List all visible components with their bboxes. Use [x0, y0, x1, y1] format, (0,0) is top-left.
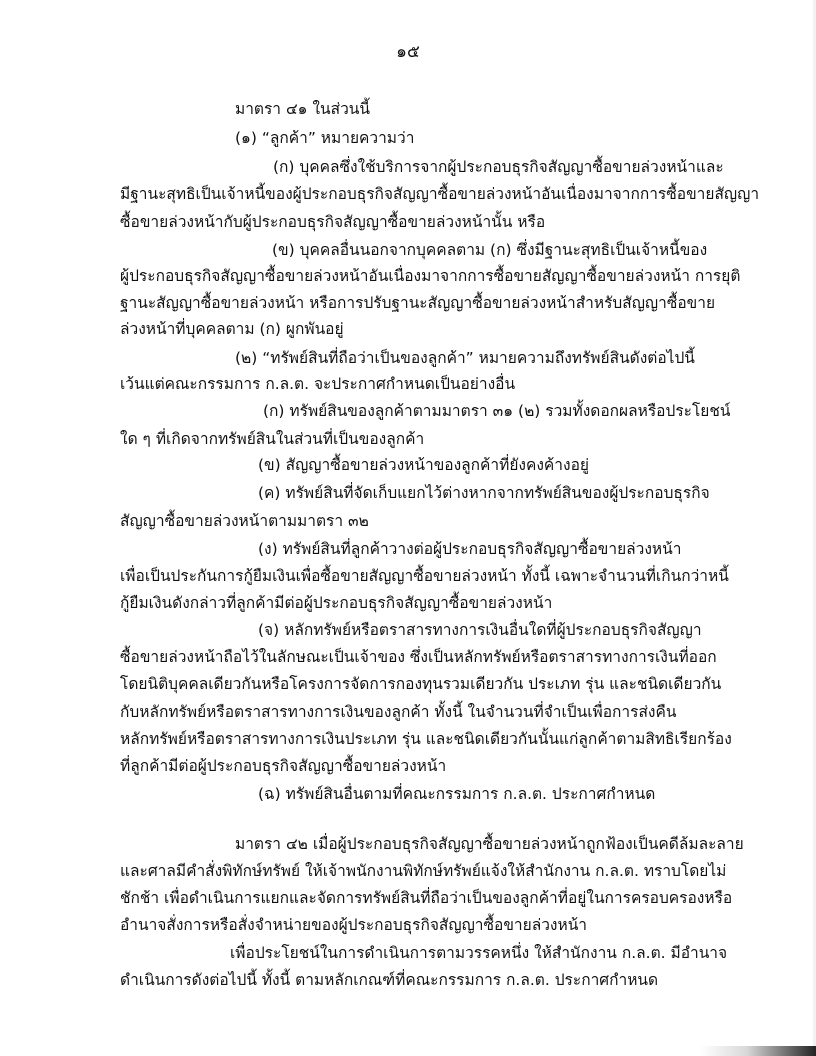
scan-corner-shadow — [700, 1046, 816, 1056]
text-line: และศาลมีคำสั่งพิทักษ์ทรัพย์ ให้เจ้าพนักงานพิทักษ์ทรัพย์แจ้งให้สำนักงาน ก.ล.ต. ทราบโดยไม่ — [120, 862, 727, 880]
text-line: (ง) ทรัพย์สินที่ลูกค้าวางต่อผู้ประกอบธุรกิจสัญญาซื้อขายล่วงหน้า — [258, 540, 682, 558]
text-line: (๒) “ทรัพย์สินที่ถือว่าเป็นของลูกค้า” หมายความถึงทรัพย์สินดังต่อไปนี้ — [235, 349, 695, 367]
text-line: ใด ๆ ที่เกิดจากทรัพย์สินในส่วนที่เป็นของลูกค้า — [120, 430, 425, 448]
text-line: มาตรา ๔๒ เมื่อผู้ประกอบธุรกิจสัญญาซื้อขายล่วงหน้าถูกฟ้องเป็นคดีล้มละลาย — [235, 835, 744, 853]
text-line: (๑) “ลูกค้า” หมายความว่า — [235, 129, 415, 147]
text-line: (ฉ) ทรัพย์สินอื่นตามที่คณะกรรมการ ก.ล.ต. ประกาศกำหนด — [258, 785, 656, 803]
text-line: ฐานะสัญญาซื้อขายล่วงหน้า หรือการปรับฐานะสัญญาซื้อขายล่วงหน้าสำหรับสัญญาซื้อขาย — [120, 294, 716, 312]
text-line: (ข) บุคคลอื่นนอกจากบุคคลตาม (ก) ซึ่งมีฐานะสุทธิเป็นเจ้าหนี้ของ — [272, 241, 708, 259]
text-line: ล่วงหน้าที่บุคคลตาม (ก) ผูกพันอยู่ — [120, 320, 344, 338]
text-line: โดยนิติบุคคลเดียวกันหรือโครงการจัดการกองทุนรวมเดียวกัน ประเภท รุ่น และชนิดเดียวกัน — [120, 675, 722, 693]
text-line: ผู้ประกอบธุรกิจสัญญาซื้อขายล่วงหน้าอันเนื่องมาจากการซื้อขายสัญญาซื้อขายล่วงหน้า การยุติ — [120, 267, 741, 285]
text-line: ชักช้า เพื่อดำเนินการแยกและจัดการทรัพย์สินที่ถือว่าเป็นของลูกค้าที่อยู่ในการครอบครองหรือ — [120, 889, 733, 907]
text-line: เว้นแต่คณะกรรมการ ก.ล.ต. จะประกาศกำหนดเป็นอย่างอื่น — [120, 375, 516, 393]
text-line: หลักทรัพย์หรือตราสารทางการเงินประเภท รุ่น และชนิดเดียวกันนั้นแก่ลูกค้าตามสิทธิเรียกร้อง — [120, 730, 732, 748]
page-number: ๑๕ — [396, 42, 420, 62]
text-line: กู้ยืมเงินดังกล่าวที่ลูกค้ามีต่อผู้ประกอบธุรกิจสัญญาซื้อขายล่วงหน้า — [120, 594, 553, 612]
text-line: มีฐานะสุทธิเป็นเจ้าหนี้ของผู้ประกอบธุรกิจสัญญาซื้อขายล่วงหน้าอันเนื่องมาจากการซื้อขายสัญญา — [120, 185, 760, 203]
text-line: (ข) สัญญาซื้อขายล่วงหน้าของลูกค้าที่ยังคงค้างอยู่ — [258, 456, 589, 474]
text-line: ที่ลูกค้ามีต่อผู้ประกอบธุรกิจสัญญาซื้อขายล่วงหน้า — [120, 757, 447, 775]
text-line: กับหลักทรัพย์หรือตราสารทางการเงินของลูกค้า ทั้งนี้ ในจำนวนที่จำเป็นเพื่อการส่งคืน — [120, 703, 677, 721]
text-line: (จ) หลักทรัพย์หรือตราสารทางการเงินอื่นใดที่ผู้ประกอบธุรกิจสัญญา — [258, 621, 702, 639]
text-line: เพื่อประโยชน์ในการดำเนินการตามวรรคหนึ่ง ให้สำนักงาน ก.ล.ต. มีอำนาจ — [230, 944, 728, 962]
text-line: (ก) บุคคลซึ่งใช้บริการจากผู้ประกอบธุรกิจสัญญาซื้อขายล่วงหน้าและ — [273, 158, 724, 176]
text-line: ซื้อขายล่วงหน้ากับผู้ประกอบธุรกิจสัญญาซื้อขายล่วงหน้านั้น หรือ — [120, 213, 546, 231]
text-line: ดำเนินการดังต่อไปนี้ ทั้งนี้ ตามหลักเกณฑ์ที่คณะกรรมการ ก.ล.ต. ประกาศกำหนด — [120, 971, 659, 989]
text-line: (ก) ทรัพย์สินของลูกค้าตามมาตรา ๓๑ (๒) รวมทั้งดอกผลหรือประโยชน์ — [263, 402, 731, 420]
text-line: มาตรา ๔๑ ในส่วนนี้ — [235, 100, 370, 118]
text-line: อำนาจสั่งการหรือสั่งจำหน่ายของผู้ประกอบธุรกิจสัญญาซื้อขายล่วงหน้า — [120, 916, 588, 934]
text-line: ซื้อขายล่วงหน้าถือไว้ในลักษณะเป็นเจ้าของ ซึ่งเป็นหลักทรัพย์หรือตราสารทางการเงินที่ออก — [120, 648, 717, 666]
text-line: (ค) ทรัพย์สินที่จัดเก็บแยกไว้ต่างหากจากทรัพย์สินของผู้ประกอบธุรกิจ — [258, 484, 710, 502]
text-line: สัญญาซื้อขายล่วงหน้าตามมาตรา ๓๒ — [120, 512, 369, 530]
text-line: เพื่อเป็นประกันการกู้ยืมเงินเพื่อซื้อขายสัญญาซื้อขายล่วงหน้า ทั้งนี้ เฉพาะจำนวนที่เกินกว่าหนี้ — [120, 567, 729, 585]
